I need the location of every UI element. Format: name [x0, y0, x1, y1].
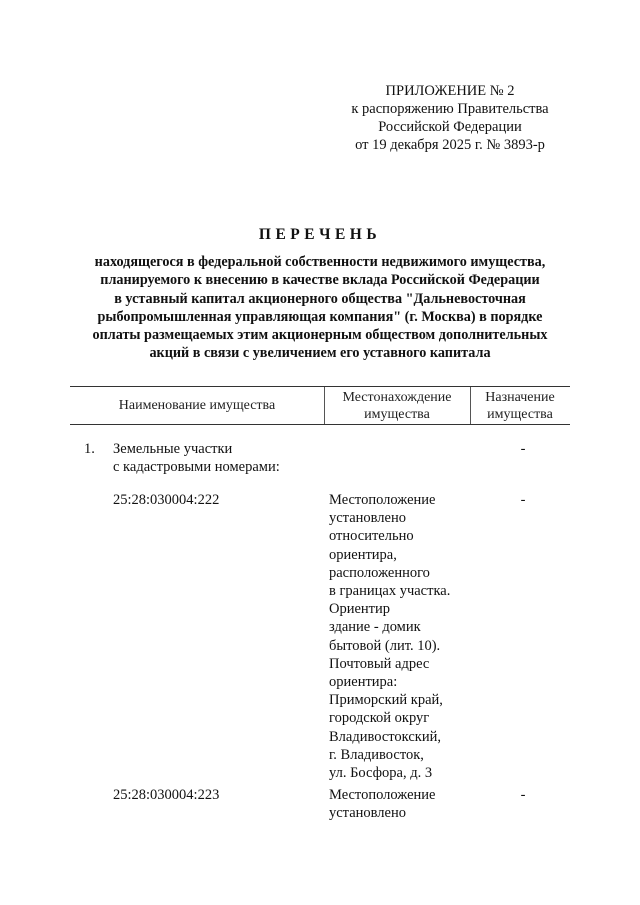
document-title: ПЕРЕЧЕНЬ: [258, 226, 382, 243]
row-location-line: здание - домик: [329, 619, 421, 636]
row-name-line: с кадастровыми номерами:: [113, 459, 280, 476]
row-cadastral-number: 25:28:030004:223: [113, 787, 220, 803]
header-purpose: [470, 389, 570, 423]
row-name-line: Земельные участки: [113, 441, 233, 457]
appendix-reference: к распоряжению Правительства: [351, 101, 549, 117]
appendix-title: ПРИЛОЖЕНИЕ № 2: [385, 83, 515, 99]
row-location-line: в границах участка.: [329, 583, 451, 600]
appendix-date-number: от 19 декабря 2025 г. № 3893-р: [355, 137, 545, 153]
appendix-authority: Российской Федерации: [378, 119, 522, 135]
row-location-line: установлено: [329, 510, 406, 527]
row-location: [329, 491, 450, 782]
row-location-line: ориентира,: [329, 546, 397, 563]
row-location-line: Ориентир: [329, 601, 391, 618]
table-header: [70, 386, 570, 425]
row-location-line: ул. Босфора, д. 3: [329, 765, 433, 782]
row-location-line: относительно: [329, 528, 414, 545]
row-location-line: установлено: [329, 805, 406, 822]
subtitle-line: акций в связи с увеличением его уставного капитала: [149, 345, 491, 362]
subtitle-line: рыбопромышленная управляющая компания" (г. Москва) в порядке: [97, 308, 543, 325]
row-purpose: -: [520, 492, 526, 508]
row-location-line: ориентира:: [329, 674, 398, 691]
row-location-line: Местоположение: [329, 492, 436, 508]
row-location-line: г. Владивосток,: [329, 746, 424, 763]
row-location-line: бытовой (лит. 10).: [329, 637, 441, 654]
row-location-line: Местоположение: [329, 787, 436, 803]
row-location-line: городской округ: [329, 710, 430, 727]
row-purpose: -: [520, 787, 526, 803]
subtitle-line: в уставный капитал акционерного общества "Дальневосточная: [114, 290, 526, 307]
subtitle-line: находящегося в федеральной собственности недвижимого имущества,: [94, 254, 546, 270]
row-cadastral-number: 25:28:030004:222: [113, 492, 220, 508]
row-number: 1.: [84, 441, 95, 457]
row-location-line: Приморский край,: [329, 692, 443, 709]
subtitle-line: оплаты размещаемых этим акционерным обществом дополнительных: [92, 327, 548, 344]
row-location-line: Почтовый адрес: [329, 655, 430, 672]
header-location-line: имущества: [364, 407, 430, 422]
row-location-line: Владивостокский,: [329, 728, 441, 745]
header-purpose-line: имущества: [487, 407, 553, 422]
header-location: [324, 389, 470, 423]
header-name: Наименование имущества: [118, 398, 276, 413]
row-location: [329, 786, 436, 822]
appendix-block: [330, 82, 570, 154]
row-name: [113, 440, 280, 476]
subtitle-line: планируемого к внесению в качестве вклада Российской Федерации: [100, 272, 540, 289]
header-location-line: Местонахождение: [342, 390, 452, 405]
header-purpose-line: Назначение: [485, 390, 555, 405]
document-subtitle: [60, 253, 580, 363]
row-location-line: расположенного: [329, 564, 430, 581]
row-purpose: -: [520, 441, 526, 457]
